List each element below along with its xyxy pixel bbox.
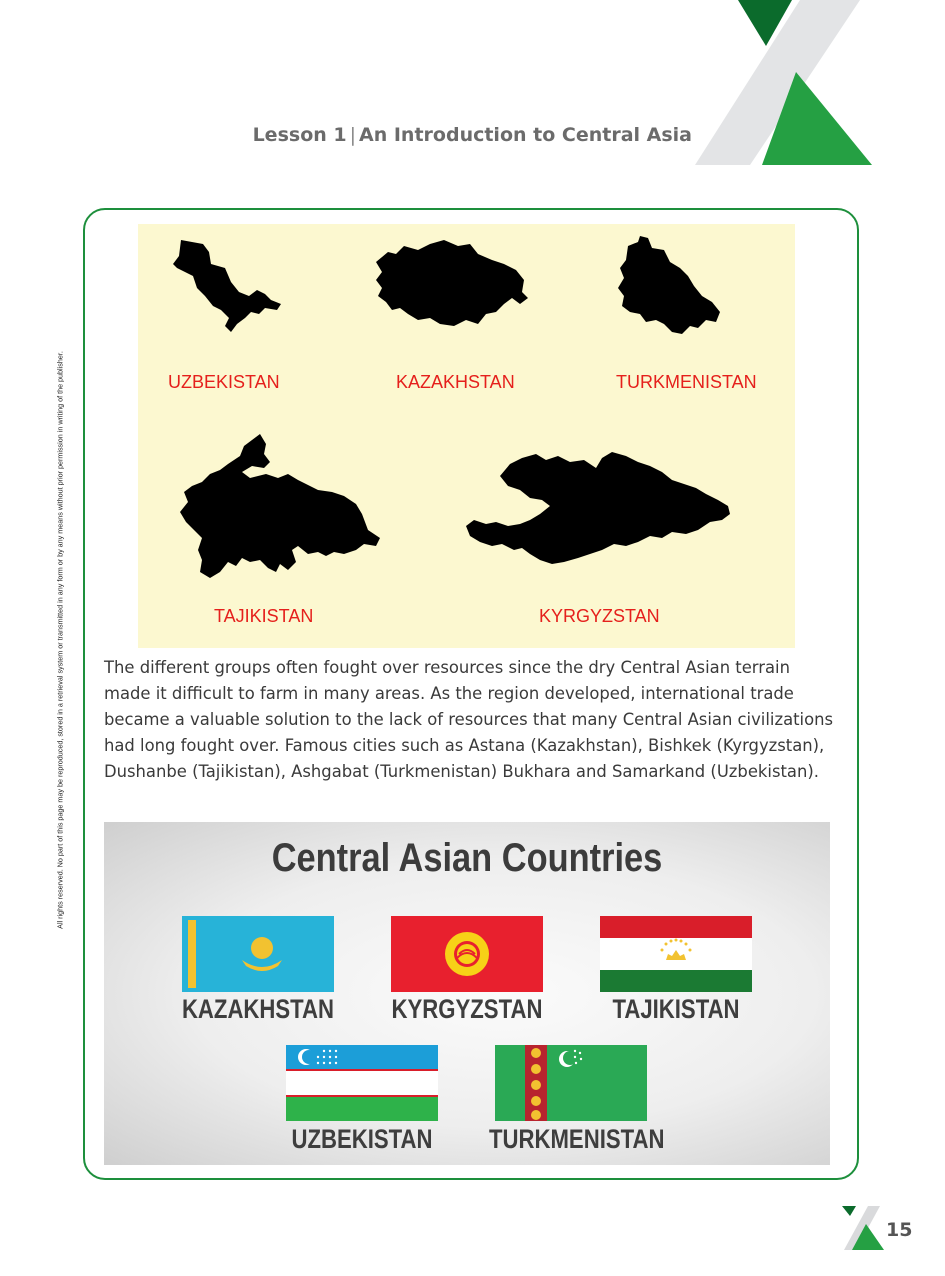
flags-panel: [104, 822, 830, 1165]
lesson-title: An Introduction to Central Asia: [359, 124, 692, 146]
turkmenistan-label: TURKMENISTAN: [616, 372, 757, 392]
copyright-text: All rights reserved. No part of this page may be reproduced, stored in a retrieval system or transmitted in any form or by any means without prior permission in writing of the publisher.: [55, 351, 65, 929]
uzbekistan-map-silhouette: [173, 238, 285, 334]
kyrgyzstan-map-silhouette: [466, 450, 732, 566]
kazakhstan-label: KAZAKHSTAN: [396, 372, 515, 392]
uzbekistan-flag: [286, 1045, 438, 1121]
uzbekistan-label: UZBEKISTAN: [168, 372, 280, 392]
kazakhstan-flag: [182, 916, 334, 992]
page-logo: [842, 1206, 886, 1250]
tajikistan-label: TAJIKISTAN: [214, 606, 314, 626]
kyrgyzstan-flag: [391, 916, 543, 992]
lesson-number: Lesson 1: [252, 124, 347, 146]
tajikistan-map-silhouette: [180, 434, 384, 580]
lesson-header: [0, 124, 692, 146]
kyrgyzstan-label: KYRGYZSTAN: [539, 606, 660, 626]
corner-logo-graphic: [690, 0, 890, 170]
flags-title: Central Asian Countries: [271, 836, 663, 880]
kyrgyzstan-flag-label: KYRGYZSTAN: [391, 994, 543, 1024]
turkmenistan-map-silhouette: [616, 236, 726, 336]
tajikistan-flag-label: TAJIKISTAN: [612, 994, 740, 1024]
body-paragraph: The different groups often fought over resources since the dry Central Asian terrain made it difficult to farm in many areas. As the region developed, international trade became a valuable solution to the lack of resources that many Central Asian civilizations had long fought over. Famous cities such as Astana (Kazakhstan), Bishkek (Kyrgyzstan), Dushanbe (Tajikistan), Ashgabat (Turkmenistan) Bukhara and Samarkand (Uzbekistan).: [104, 658, 834, 781]
page-number: 15: [886, 1219, 913, 1241]
kazakhstan-flag-label: KAZAKHSTAN: [181, 994, 335, 1024]
turkmenistan-flag-label: TURKMENISTAN: [489, 1124, 665, 1154]
copyright-note: [55, 270, 65, 1010]
header-separator: |: [349, 124, 357, 146]
kazakhstan-map-silhouette: [374, 240, 528, 334]
turkmenistan-flag: [495, 1045, 647, 1121]
tajikistan-flag: [600, 916, 752, 992]
uzbekistan-flag-label: UZBEKISTAN: [291, 1124, 433, 1154]
country-maps-panel: [138, 224, 795, 648]
